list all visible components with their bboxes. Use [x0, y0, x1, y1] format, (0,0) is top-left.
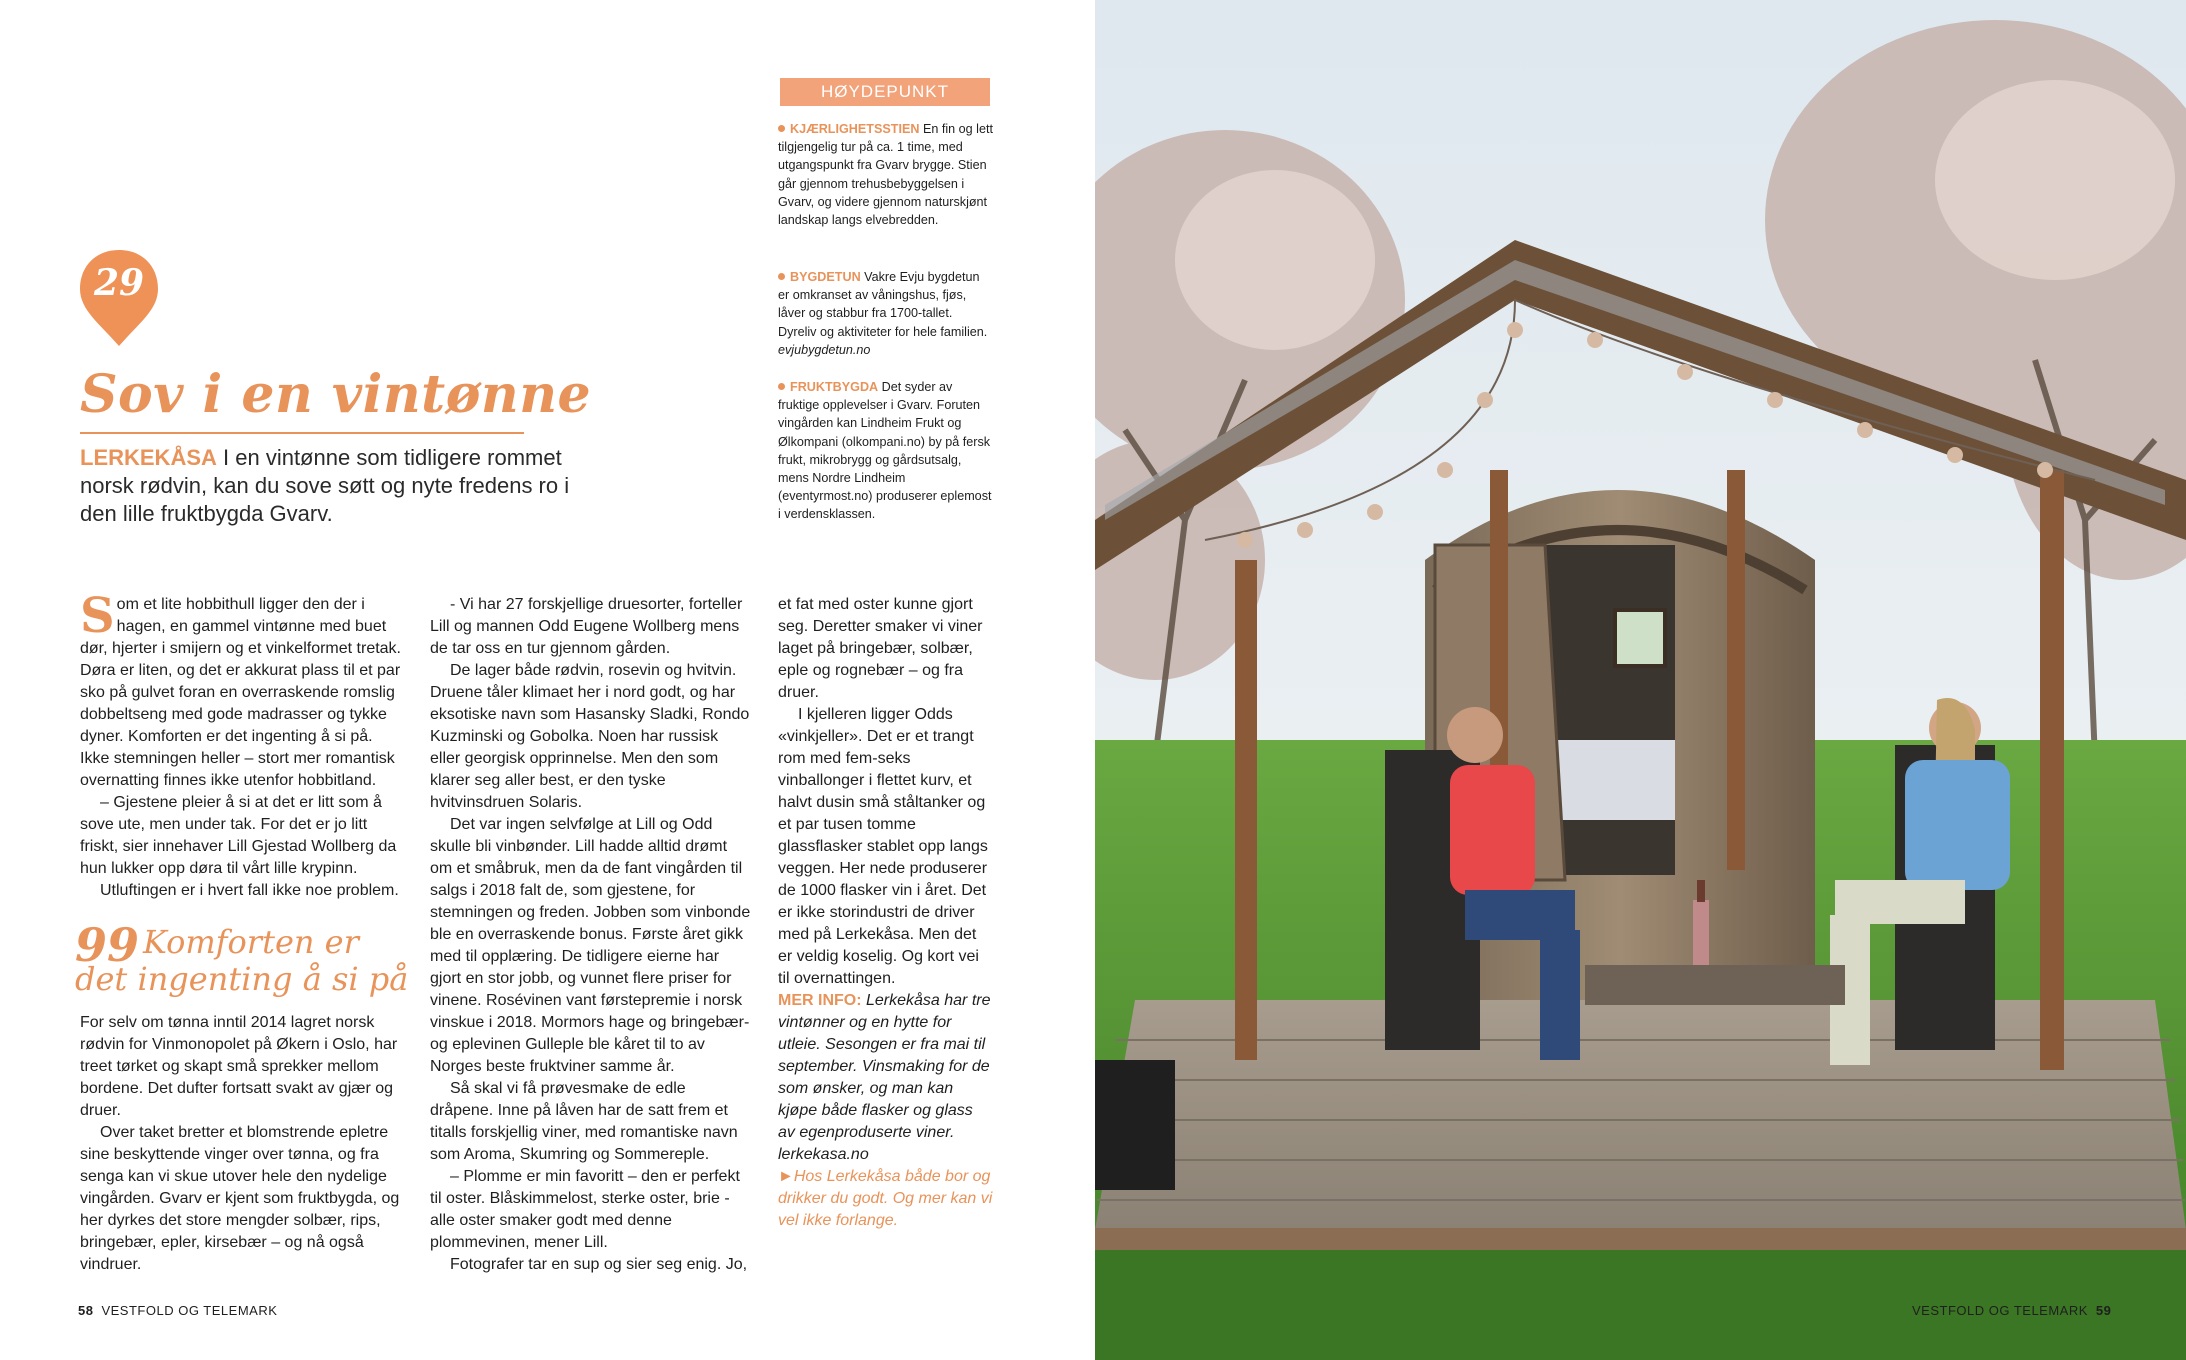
- col1-paragraph-4: For selv om tønna inntil 2014 lagret norsk rødvin for Vinmonopolet på Økern i Oslo, har treet tørket og skapt små sprekker mellom bordene. Det dufter fortsatt svakt av gjær og druer.: [80, 1014, 398, 1119]
- col2-paragraph-4: Så skal vi få prøvesmake de edle dråpene. Inne på låven har de satt frem et titalls forskjellig viner, med romantiske navn som Aroma, Skumring og Sommereple.: [430, 1080, 738, 1163]
- highlights-header: HØYDEPUNKT: [780, 78, 990, 106]
- section-name-right: VESTFOLD OG TELEMARK: [1912, 1303, 2088, 1318]
- highlight-item-1: [778, 120, 994, 229]
- lead-text: I en vintønne som tidligere rommet norsk rødvin, kan du sove søtt og nyte fredens ro i den lille fruktbygda Gvarv.: [80, 445, 570, 526]
- text-column-2: [430, 594, 752, 1276]
- footer-right: [1912, 1303, 2111, 1318]
- quote-mark-icon: 99: [75, 918, 140, 972]
- photo-caption: ►Hos Lerkekåsa både bor og drikker du godt. Og mer kan vi vel ikke forlange.: [778, 1168, 993, 1229]
- page-number-left: 58: [78, 1303, 94, 1318]
- col2-paragraph-6: Fotografer tar en sup og sier seg enig. Jo,: [450, 1256, 748, 1273]
- highlight-text: Vakre Evju bygdetun er omkranset av våningshus, fjøs, låver og stabbur fra 1700-tallet. Dyreliv og aktiviteter for hele familien.: [778, 270, 988, 339]
- highlight-key: BYGDETUN: [790, 270, 861, 284]
- pull-quote: [75, 918, 415, 998]
- col2-paragraph-1: - Vi har 27 forskjellige druesorter, forteller Lill og mannen Odd Eugene Wollberg mens de tar oss en tur gjennom gården.: [430, 596, 743, 657]
- bullet-icon: [778, 383, 785, 390]
- highlight-text: En fin og lett tilgjengelig tur på ca. 1 time, med utgangspunkt fra Gvarv brygge. Stien går gjennom trehusbebyggelsen i Gvarv, og videre gjennom naturskjønt landskap langs elvebredden.: [778, 122, 993, 228]
- more-info-text: Lerkekåsa har tre vintønner og en hytte for utleie. Sesongen er fra mai til september. Vinsmaking for de som ønsker, og man kan kjøpe både flasker og glass av egenproduserte viner. lerkekasa.no: [778, 992, 991, 1163]
- title-rule: [80, 432, 524, 434]
- vineyard-barrel-photo: [1095, 0, 2186, 1360]
- bullet-icon: [778, 273, 785, 280]
- pull-quote-text: Komforten er det ingenting å si på: [75, 923, 409, 998]
- photo-illustration: [1095, 0, 2186, 1360]
- highlight-link[interactable]: evjubygdetun.no: [778, 342, 871, 357]
- col2-paragraph-3: Det var ingen selvfølge at Lill og Odd skulle bli vinbønder. Lill hadde alltid drømt om et småbruk, men da de fant vingården til salgs i 2018 falt de, som gjestene, for stemningen og freden. Jobben som vinbonde ble en overraskende bonus. Første året gikk med til opplæring. De tidligere eierne har gjort en stor jobb, og vunnet flere priser for vinene. Rosévinen vant førstepremie i norsk vinskue i 2018. Mormors hage og bringebær- og eplevinen Gulleple ble kåret til to av Norges beste fruktviner samme år.: [430, 816, 751, 1075]
- footer-left: [78, 1303, 277, 1318]
- text-column-1: [80, 588, 402, 902]
- bullet-icon: [778, 125, 785, 132]
- col2-paragraph-2: De lager både rødvin, rosevin og hvitvin. Druene tåler klimaet her i nord godt, og har eksotiske navn som Hasansky Sladki, Rondo Kuzminski og Gobolka. Noen har russisk eller georgisk opprinnelse. Men den som klarer seg aller best, er den tyske hvitvinsdruen Solaris.: [430, 662, 750, 811]
- lead-kicker: LERKEKÅSA: [80, 445, 217, 470]
- page-number-right: 59: [2095, 1303, 2112, 1318]
- col1-paragraph-2: – Gjestene pleier å si at det er litt som å sove ute, men under tak. For det er jo litt friskt, sier innehaver Lill Gjestad Wollberg da hun lukker opp døra til vårt lille krypinn.: [80, 794, 397, 877]
- col3-paragraph-1: et fat med oster kunne gjort seg. Deretter smaker vi viner laget på bringebær, solbær, eple og rognebær – og fra druer.: [778, 596, 983, 701]
- text-column-1-continued: [80, 1012, 402, 1276]
- article-title: Sov i en vintønne: [80, 364, 592, 425]
- highlight-key: FRUKTBYGDA: [790, 380, 879, 394]
- text-column-3: [778, 594, 994, 1232]
- col3-paragraph-2: I kjelleren ligger Odds «vinkjeller». Det er et trangt rom med fem-seks vinballonger i flettet kurv, et halvt dusin små ståltanker og et par tusen tomme glassflasker stablet opp langs veggen. Her nede produserer de 1000 flasker vin i året. Det er ikke storindustri de driver med på Lerkekåsa. Men det er veldig koselig. Og kort vei til overnattingen.: [778, 706, 988, 987]
- lead-paragraph: [80, 444, 580, 528]
- section-name-left: VESTFOLD OG TELEMARK: [101, 1303, 278, 1318]
- col1-paragraph-3: Utluftingen er i hvert fall ikke noe problem.: [100, 882, 399, 899]
- highlight-key: KJÆRLIGHETSSTIEN: [790, 122, 920, 136]
- highlight-item-3: [778, 378, 994, 524]
- col2-paragraph-5: – Plomme er min favoritt – den er perfekt til oster. Blåskimmelost, sterke oster, brie - alle oster smaker godt med denne plommevinen, mener Lill.: [430, 1168, 740, 1251]
- article-number: 29: [93, 262, 145, 304]
- highlight-text: Det syder av fruktige opplevelser i Gvarv. Foruten vingården kan Lindheim Frukt og Ølkompani (olkompani.no) by på fersk frukt, mikrobrygg og gårdsutsalg, mens Nordre Lindheim (eventyrmost.no) produserer eplemost i verdensklassen.: [778, 380, 992, 522]
- drop-cap: S: [80, 588, 115, 644]
- more-info: [778, 990, 994, 1166]
- highlight-item-2: [778, 268, 994, 359]
- more-info-label: MER INFO:: [778, 992, 862, 1009]
- col1-paragraph-1: om et lite hobbithull ligger den der i hagen, en gammel vintønne med buet dør, hjerter i smijern og et vinkelformet tretak. Døra er liten, og det er akkurat plass til et par sko på gulvet foran en overraskende romslig dobbeltseng med gode madrasser og tykke dyner. Komforten er det ingenting å si på. Ikke stemningen heller – stort mer romantisk overnatting finnes ikke utenfor hobbitland.: [80, 596, 401, 789]
- col1-paragraph-5: Over taket bretter et blomstrende epletre sine beskyttende vinger over tønna, og fra senga kan vi skue utover hele den nydelige vingården. Gvarv er kjent som fruktbygda, og her dyrkes det store mengder solbær, rips, bringebær, epler, kirsebær – og nå også vindruer.: [80, 1124, 400, 1273]
